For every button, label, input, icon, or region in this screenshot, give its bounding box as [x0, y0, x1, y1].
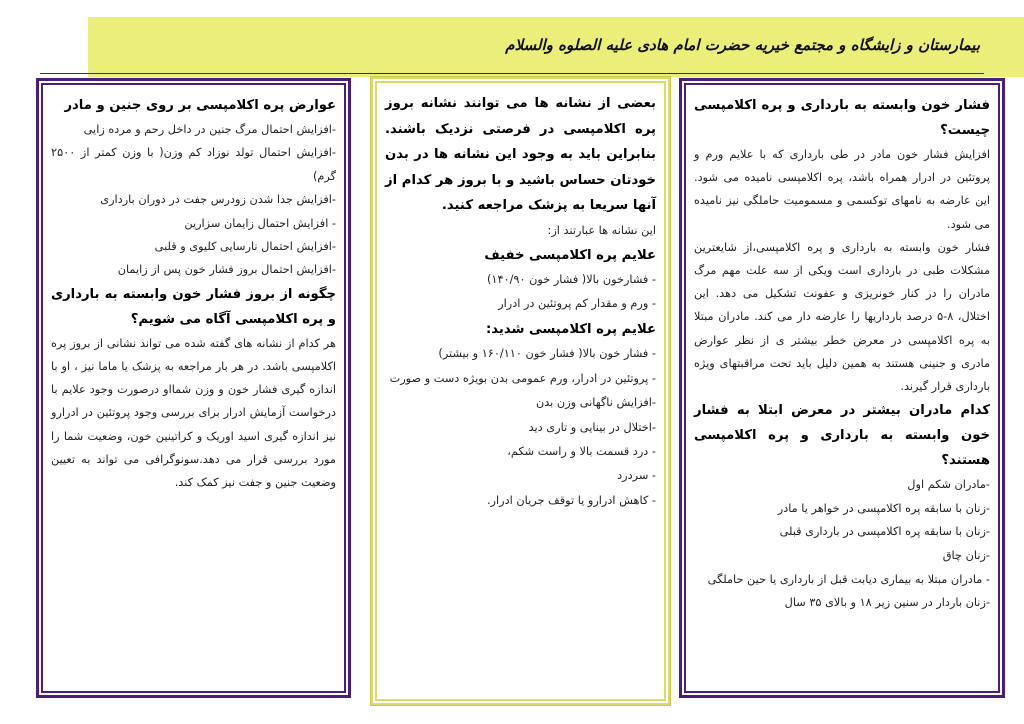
list-item: - پروتئین در ادرار، ورم عمومی بدن بویژه دست و صورت [389, 371, 656, 385]
list-item: -افزایش جدا شدن زودرس جفت در دوران بارداری [100, 193, 336, 207]
left-heading-1: عوارض پره اکلامپسی بر روی جنین و مادر [64, 98, 336, 113]
left-paragraph-1: هر کدام از نشانه های گفته شده می تواند نشانی از بروز پره اکلامپسی باشد. در هر بار مراجعه به پزشک یا ماما نیز ، او با اندازه گیری فشار خون و وزن شمااو درصورت وجود علایم با درخواست آزمایش ادرار برای بررسی وجود پروتئین در ادرارو نیز اندازه گیری اسید اوریک و کراتینین خون، وضعیت شما را مورد بررسی قرار می دهد.سونوگرافی می تواند به تعیین وضعیت جنین و جفت نیز کمک کند. [51, 336, 336, 490]
header-divider [40, 73, 984, 74]
list-item: - سردرد [617, 469, 656, 483]
list-item: -مادران شکم اول [907, 478, 990, 492]
right-panel [680, 79, 1004, 697]
left-panel [37, 79, 350, 697]
list-item: - ورم و مقدار کم پروتئین در ادرار [498, 297, 656, 311]
list-item: - مادران مبتلا به بیماری دیابت قبل از بارداری یا حین حاملگی [707, 572, 990, 586]
middle-heading-1: بعضی از نشانه ها می توانند نشانه بروز پره اکلامپسی در فرصتی نزدیک باشند. بنابراین باید به وجود این نشانه ها در بدن خودتان حساس باشید و با بروز هر کدام از آنها سریعا به پزشک مراجعه کنید. [385, 96, 656, 213]
list-item: - افزایش احتمال زایمان سزارین [184, 216, 336, 230]
list-item: -زنان چاق [942, 549, 990, 563]
list-item: -زنان با سابقه پره اکلامپسی در بارداری قبلی [779, 525, 990, 539]
list-item: - فشارخون بالا( فشار خون ۱۴۰/۹۰) [486, 273, 656, 286]
list-item: -زنان باردار در سنین زیر ۱۸ و بالای ۳۵ سال [784, 596, 990, 610]
list-item: -افزایش احتمال مرگ جنین در داخل رحم و مرده زایی [83, 123, 336, 136]
right-heading-1: فشار خون وابسته به بارداری و پره اکلامپسی چیست؟ [694, 98, 990, 138]
list-item: - فشار خون بالا( فشار خون ۱۶۰/۱۱۰ و بیشتر) [438, 347, 656, 361]
header-title: بیمارستان و زایشگاه و مجتمع خیریه حضرت امام هادی علیه الصلوه والسلام [505, 36, 980, 54]
right-heading-2: کدام مادران بیشتر در معرض ابتلا به فشار خون وابسته به بارداری و پره اکلامپسی هستند؟ [694, 403, 990, 469]
list-item: -افزایش احتمال تولد نوزاد کم وزن( با وزن کمتر از ۲۵۰۰ گرم) [51, 146, 336, 183]
right-paragraph-1: افزایش فشار خون مادر در طی بارداری که با علایم ورم و پروتئین در ادرار همراه باشد، پره اکلامپسی نامیده می شود. این عارضه به نامهای توکسمی و مسمومیت حاملگی نیز نامیده می شود. [694, 148, 990, 231]
list-item: -افزایش احتمال بروز فشار خون پس از زایمان [117, 263, 336, 277]
middle-panel [371, 77, 670, 705]
list-item: -افزایش احتمال نارسایی کلیوی و قلبی [154, 240, 336, 254]
list-item: -زنان با سابقه پره اکلامپسی در خواهر یا مادر [777, 501, 990, 515]
middle-intro: این نشانه ها عبارتند از: [547, 223, 656, 237]
severe-symptoms-heading: علایم پره اکلامپسی شدید: [486, 321, 656, 337]
right-paragraph-2: فشار خون وابسته به بارداری و پره اکلامپسی،از شایعترین مشکلات طبی در بارداری است ویکی از سه علت مهم مرگ مادران را در کنار خونریزی و عفونت تشکیل می دهد. این اختلال، ۸-۵ درصد بارداریها را عارضه دار می کند. مادران مبتلا به پره اکلامپسی در معرض خطر بیشتر ی از نظر عوارض مادری و جنینی هستند به همین دلیل باید تحت مراقبتهای ویژه بارداری قرار گیرند. [694, 240, 991, 394]
mild-symptoms-heading: علایم پره اکلامپسی خفیف [484, 247, 656, 263]
list-item: - درد قسمت بالا و راست شکم، [507, 444, 656, 458]
list-item: -افزایش ناگهانی وزن بدن [535, 396, 656, 410]
left-heading-2: چگونه از بروز فشار خون وابسته به بارداری و پره اکلامپسی آگاه می شویم؟ [51, 286, 336, 327]
list-item: -اختلال در بینایی و تاری دید [528, 420, 656, 434]
list-item: - کاهش ادرارو یا توقف جریان ادرار. [486, 493, 656, 507]
